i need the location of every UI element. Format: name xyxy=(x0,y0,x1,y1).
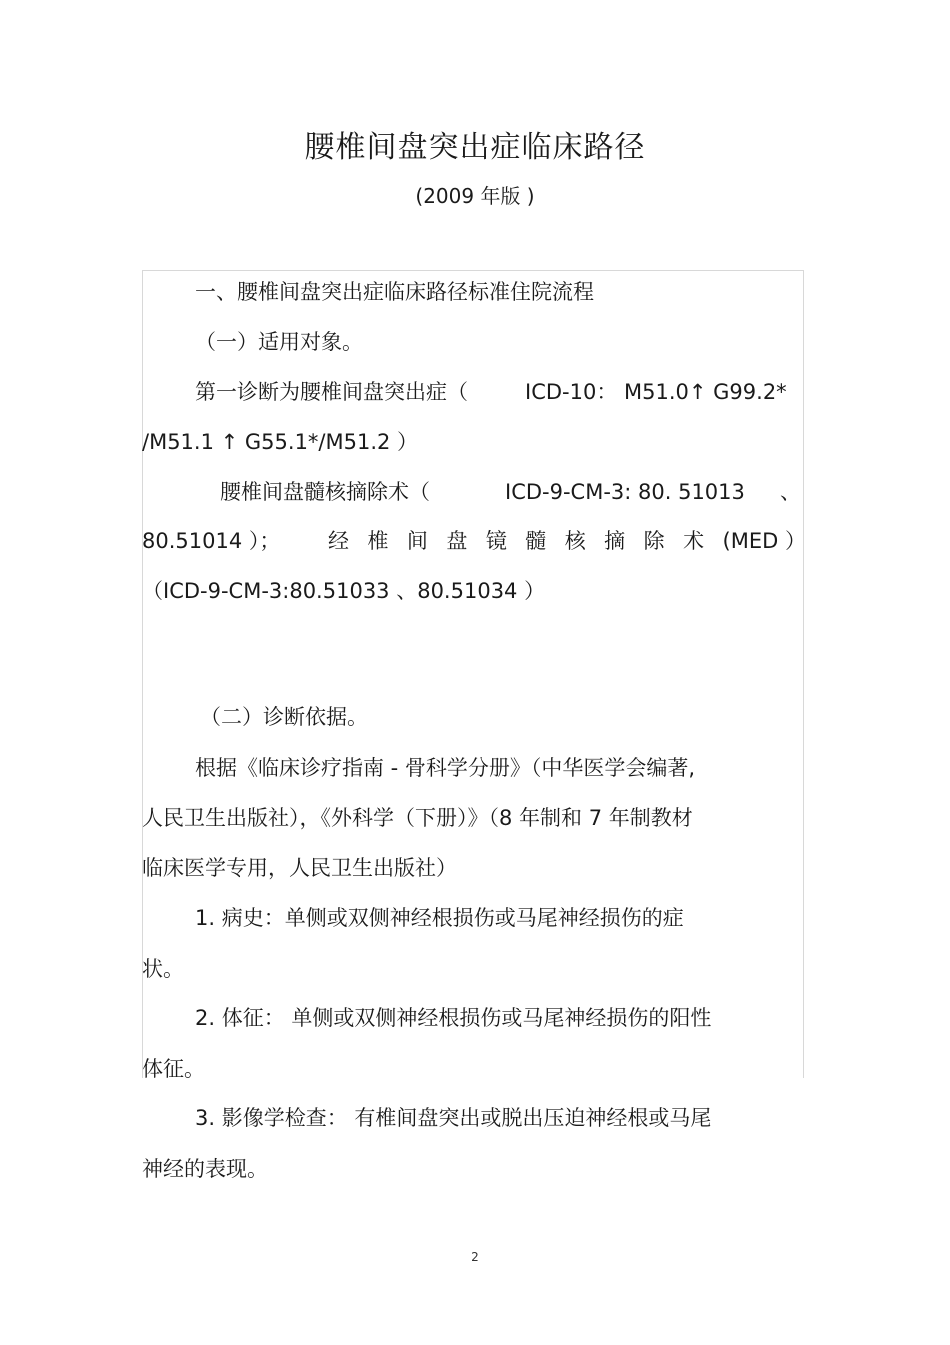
history-item-continued: 状。 xyxy=(142,957,184,981)
document-title: 腰椎间盘突出症临床路径 xyxy=(304,130,646,165)
med-word: 髓 xyxy=(525,529,547,553)
applicable-heading: （一）适用对象。 xyxy=(195,330,363,354)
surgery-code-continued: 80.51014 ）； xyxy=(142,529,281,553)
med-word: 间 xyxy=(406,529,428,553)
edition-label: (2009 年版 ) xyxy=(415,184,535,208)
basis-line-3: 临床医学专用，人民卫生出版社） xyxy=(142,856,457,880)
section-heading: 一、腰椎间盘突出症临床路径标准住院流程 xyxy=(195,280,594,304)
med-word: 摘 xyxy=(604,529,626,553)
med-surgery-name xyxy=(328,527,806,555)
diagnosis-heading: （二）诊断依据。 xyxy=(200,705,368,729)
imaging-item: 3. 影像学检查： 有椎间盘突出或脱出压迫神经根或马尾 xyxy=(195,1106,712,1130)
med-word: 镜 xyxy=(485,529,507,553)
surgery-separator: 、 xyxy=(780,480,801,504)
icd10-codes: ICD-10： M51.0↑ G99.2* xyxy=(525,380,787,404)
page-number: 2 xyxy=(471,1250,479,1264)
basis-line-2: 人民卫生出版社），《外科学（下册）》（8 年制和 7 年制教材 xyxy=(142,806,693,830)
diagnosis-code-text: 第一诊断为腰椎间盘突出症（ xyxy=(195,380,468,404)
med-word: 椎 xyxy=(367,529,389,553)
med-word: 术 xyxy=(683,529,705,553)
history-item: 1. 病史：单侧或双侧神经根损伤或马尾神经损伤的症 xyxy=(195,906,684,930)
surgery-text: 腰椎间盘髓核摘除术（ xyxy=(220,480,430,504)
med-word: (MED ） xyxy=(722,529,806,553)
med-word: 经 xyxy=(328,529,349,553)
med-word: 盘 xyxy=(446,529,468,553)
signs-item: 2. 体征： 单侧或双侧神经根损伤或马尾神经损伤的阳性 xyxy=(195,1006,712,1030)
basis-line-1: 根据《临床诊疗指南 - 骨科学分册》（中华医学会编著, xyxy=(195,756,696,780)
med-word: 除 xyxy=(643,529,665,553)
med-surgery-codes: （ICD-9-CM-3:80.51033 、80.51034 ） xyxy=(142,579,546,603)
med-word: 核 xyxy=(564,529,586,553)
imaging-item-continued: 神经的表现。 xyxy=(142,1157,268,1181)
signs-item-continued: 体征。 xyxy=(142,1057,205,1081)
surgery-codes: ICD-9-CM-3: 80. 51013 xyxy=(505,480,745,504)
icd10-codes-continued: /M51.1 ↑ G55.1*/M51.2 ） xyxy=(142,430,419,454)
